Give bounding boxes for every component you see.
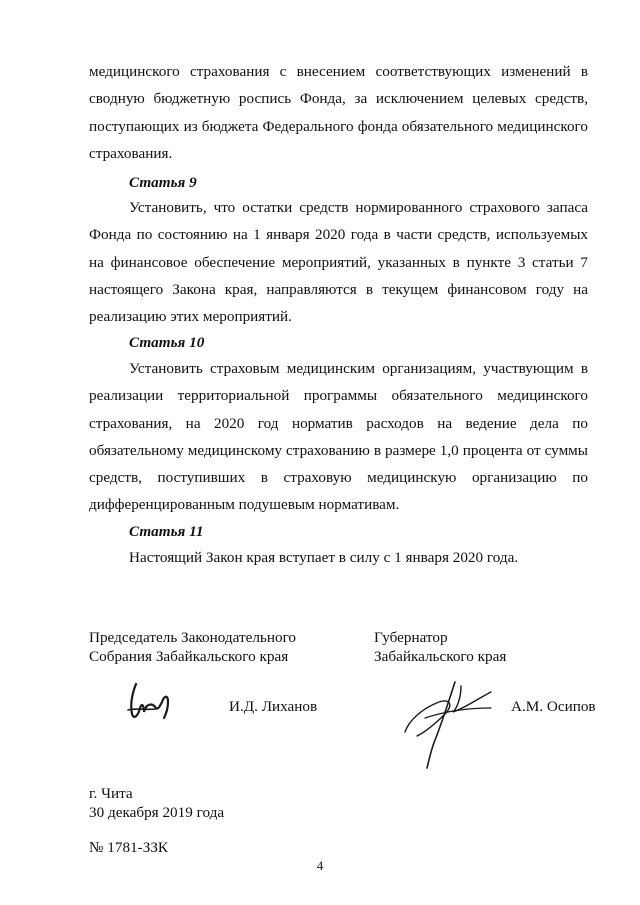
continuation-paragraph: медицинского страхования с внесением соответствующих изменений в сводную бюджетную роспись Фонда, за исключением целевых средств, поступающих из бюджета Федерального фонда обязательного медицинского страхования.: [89, 63, 588, 162]
chairman-title-line1: Председатель Законодательного: [89, 629, 297, 646]
article-10-heading: Статья 10: [129, 334, 205, 351]
governor-signature: [395, 672, 505, 772]
article-11-heading: Статья 11: [129, 523, 204, 540]
city: г. Чита: [89, 785, 133, 802]
chairman-title-line2: Собрания Забайкальского края: [89, 648, 289, 665]
article-9-heading: Статья 9: [129, 174, 197, 191]
governor-title-line2: Забайкальского края: [374, 648, 507, 665]
page-number: 4: [316, 858, 324, 873]
article-10-text: Установить страховым медицинским организациям, участвующим в реализации территориальной программы обязательного медицинского страхования, на 2020 год норматив расходов на ведение дела по обязательному медицинскому страхованию в размере 1,0 процента от суммы средств, поступивших в страховую медицинскую организацию по дифференцированным подушевым нормативам.: [89, 360, 588, 514]
article-9-text: Установить, что остатки средств нормированного страхового запаса Фонда по состоянию на 1 января 2020 года в части средств, используемых на финансовое обеспечение мероприятий, указанных в пункте 3 статьи 7 настоящего Закона края, направляются в текущем финансовом году на реализацию этих мероприятий.: [89, 199, 588, 326]
law-number: № 1781-ЗЗК: [89, 839, 169, 856]
governor-name: А.М. Осипов: [511, 698, 596, 715]
governor-title-line1: Губернатор: [374, 629, 448, 646]
chairman-name: И.Д. Лиханов: [229, 698, 318, 715]
chairman-signature: [122, 680, 182, 724]
law-date: 30 декабря 2019 года: [89, 804, 225, 821]
article-11-text: Настоящий Закон края вступает в силу с 1 января 2020 года.: [129, 549, 519, 566]
